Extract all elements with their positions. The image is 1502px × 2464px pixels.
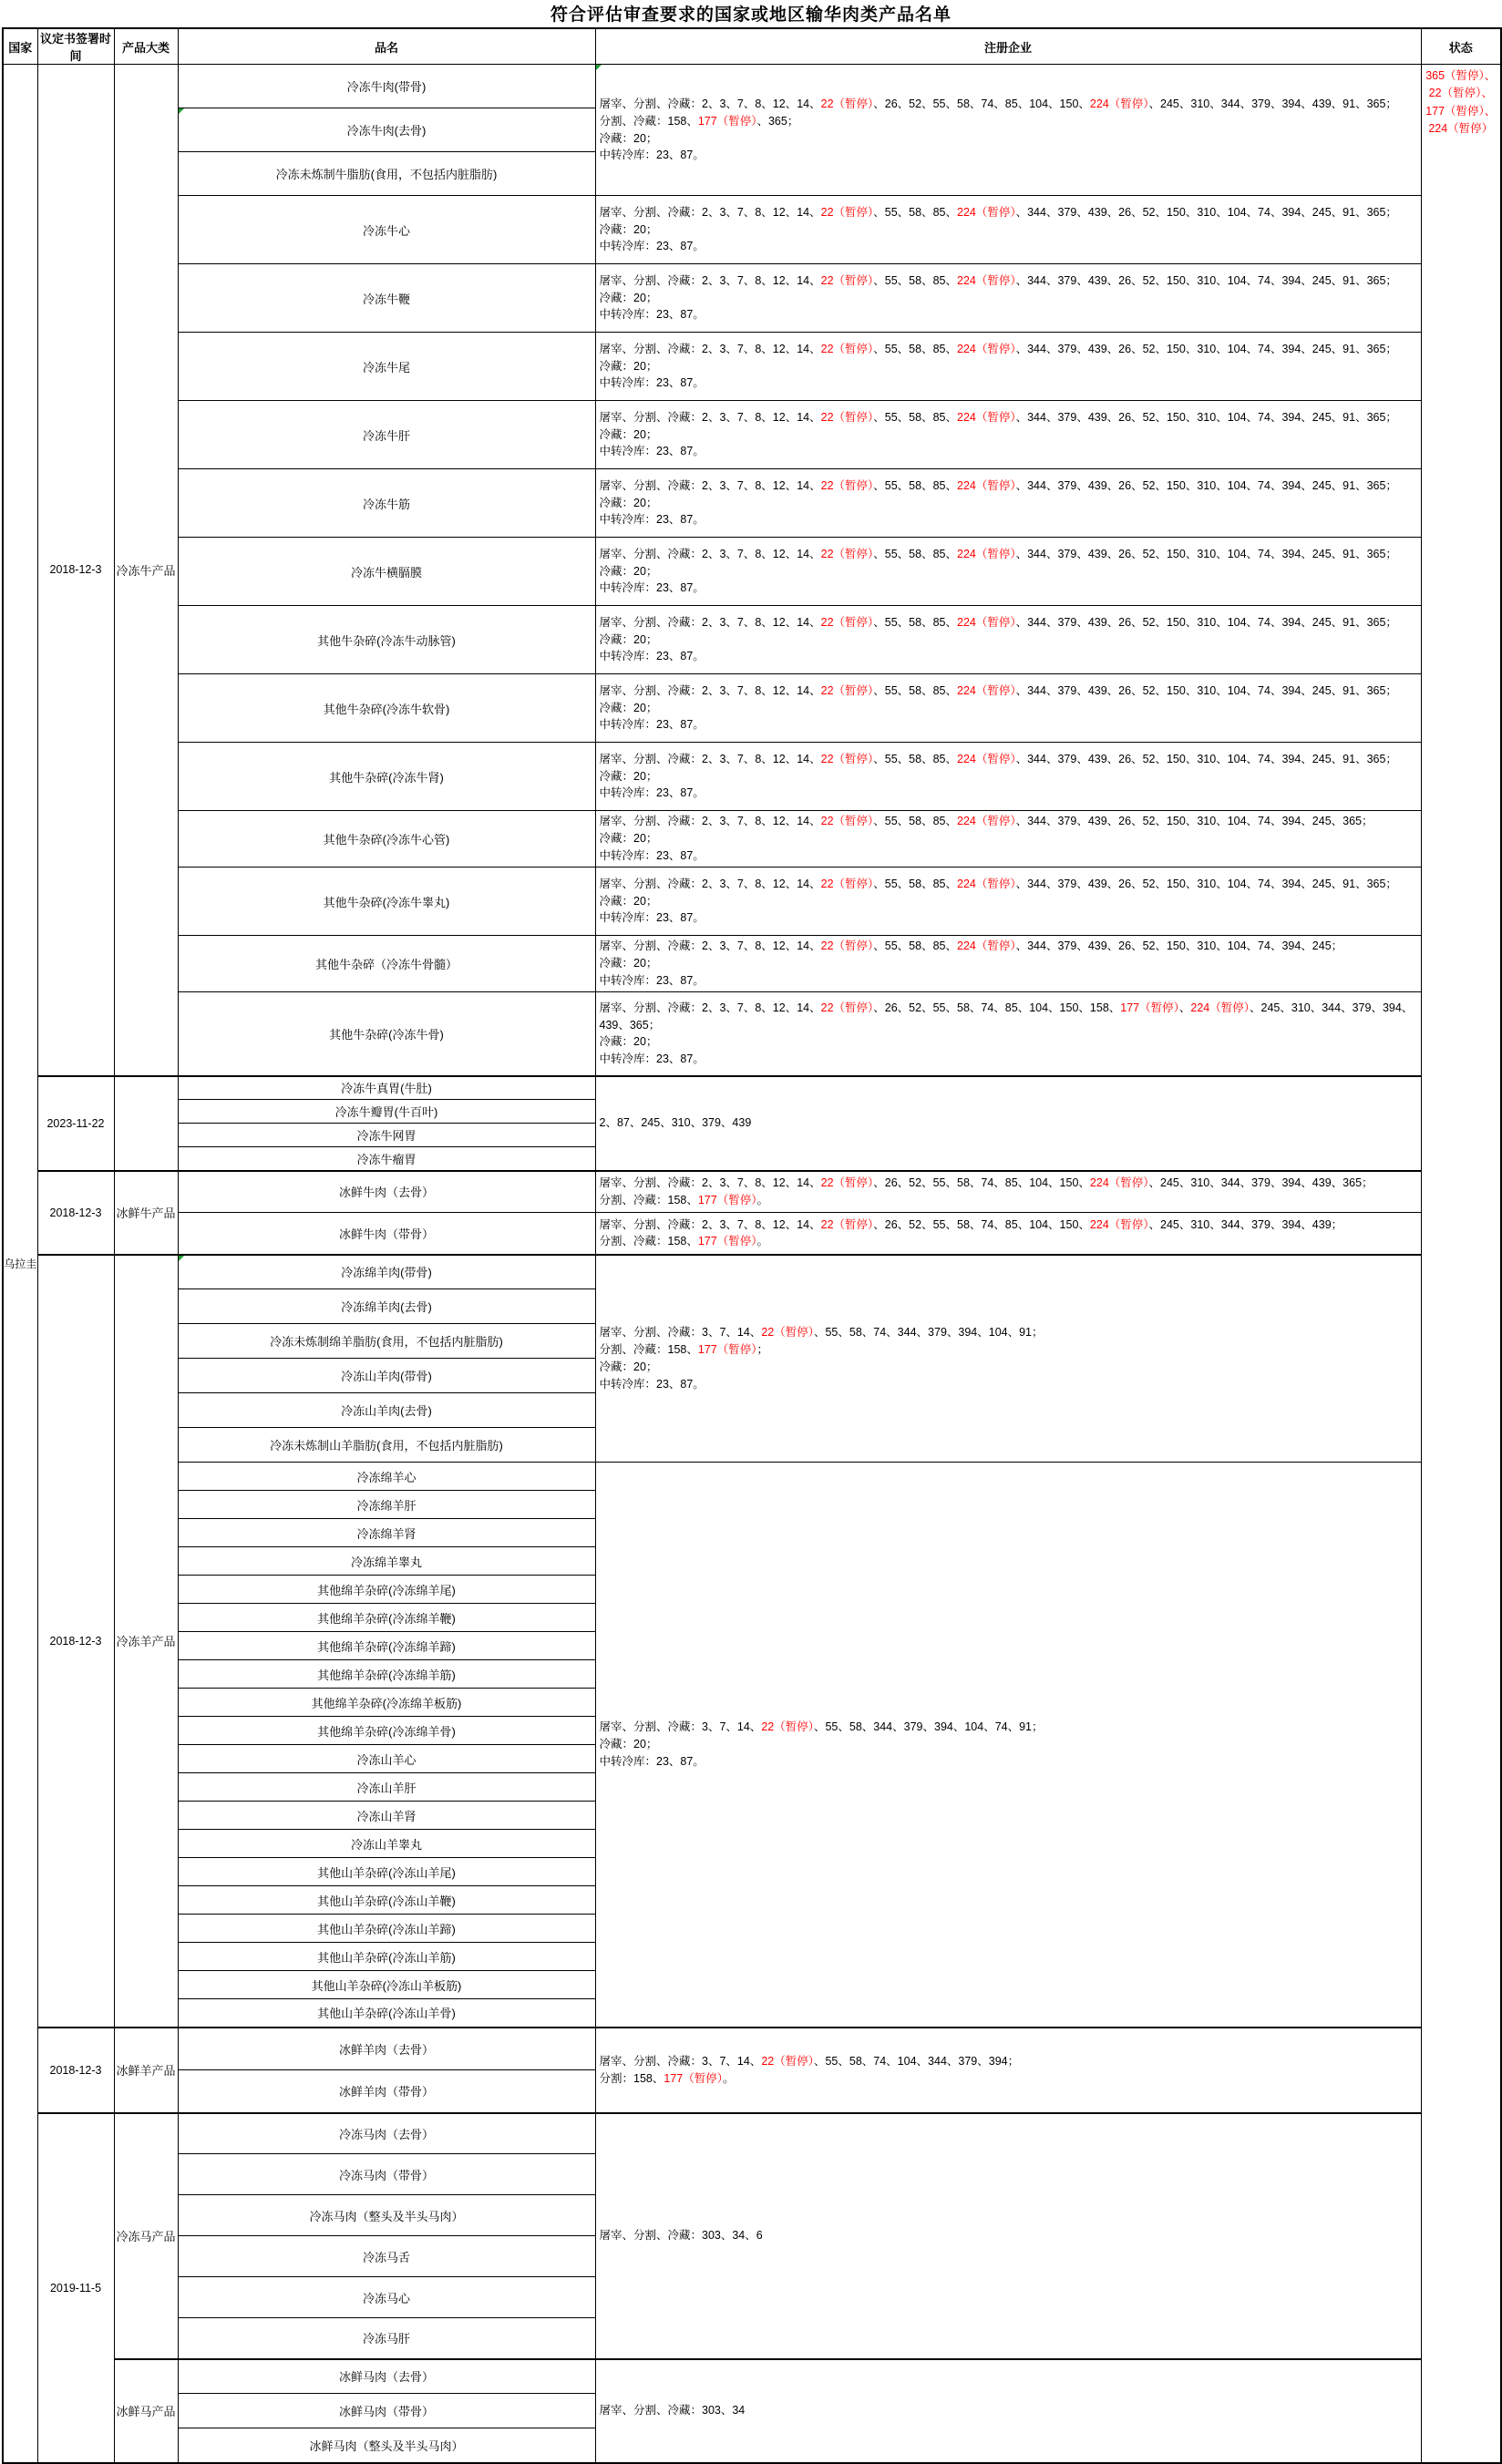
product-cell: 冷冻山羊肉(带骨)	[178, 1359, 595, 1393]
product-cell: 冷冻山羊心	[178, 1745, 595, 1773]
product-cell: 冷冻牛鞭	[178, 264, 595, 333]
product-cell: 冷冻牛肉(去骨)	[178, 108, 595, 152]
enterprise-cell: 2、87、245、310、379、439	[595, 1076, 1421, 1171]
table-row	[3, 743, 1501, 811]
products-table	[2, 27, 1502, 2464]
product-cell: 冷冻山羊肝	[178, 1773, 595, 1802]
enterprise-cell: 屠宰、分割、冷藏：2、3、7、8、12、14、22（暂停）、26、52、55、58、74、85、104、150、224（暂停）、245、310、344、379、394、439、91、365； 分割、冷藏：158、177（暂停）、365； 冷藏：20； 中转冷库：23、87。	[595, 65, 1421, 196]
table-row	[3, 992, 1501, 1076]
category-cell	[114, 1076, 178, 1171]
category-cell: 冰鲜羊产品	[114, 2028, 178, 2113]
enterprise-cell: 屠宰、分割、冷藏：2、3、7、8、12、14、22（暂停）、55、58、85、224（暂停）、344、379、439、26、52、150、310、104、74、394、245、365； 冷藏：20； 中转冷库：23、87。	[595, 811, 1421, 868]
enterprise-cell: 屠宰、分割、冷藏：3、7、14、22（暂停）、55、58、344、379、394、104、74、91； 冷藏：20； 中转冷库：23、87。	[595, 1463, 1421, 2028]
category-cell: 冰鲜牛产品	[114, 1171, 178, 1255]
product-cell: 冷冻牛尾	[178, 333, 595, 401]
product-cell: 其他山羊杂碎(冷冻山羊板筋)	[178, 1971, 595, 1999]
header-status: 状态	[1421, 28, 1501, 65]
product-cell: 冷冻牛瘤胃	[178, 1147, 595, 1171]
enterprise-cell: 屠宰、分割、冷藏：2、3、7、8、12、14、22（暂停）、26、52、55、58、74、85、104、150、224（暂停）、245、310、344、379、394、439； 分割、冷藏：158、177（暂停）。	[595, 1213, 1421, 1255]
product-cell: 冷冻马肉（带骨）	[178, 2154, 595, 2195]
enterprise-cell: 屠宰、分割、冷藏：2、3、7、8、12、14、22（暂停）、55、58、85、224（暂停）、344、379、439、26、52、150、310、104、74、394、245、91、365； 冷藏：20； 中转冷库：23、87。	[595, 674, 1421, 743]
date-cell: 2019-11-5	[37, 2113, 114, 2463]
product-cell: 冷冻马肉（整头及半头马肉）	[178, 2195, 595, 2236]
enterprise-cell: 屠宰、分割、冷藏：2、3、7、8、12、14、22（暂停）、55、58、85、224（暂停）、344、379、439、26、52、150、310、104、74、394、245、91、365； 冷藏：20； 中转冷库：23、87。	[595, 469, 1421, 538]
product-cell: 其他牛杂碎(冷冻牛睾丸)	[178, 868, 595, 936]
enterprise-cell: 屠宰、分割、冷藏：2、3、7、8、12、14、22（暂停）、55、58、85、224（暂停）、344、379、439、26、52、150、310、104、74、394、245、91、365； 冷藏：20； 中转冷库：23、87。	[595, 333, 1421, 401]
product-cell: 冷冻牛肝	[178, 401, 595, 469]
product-cell: 冷冻马舌	[178, 2236, 595, 2277]
product-cell: 其他山羊杂碎(冷冻山羊蹄)	[178, 1915, 595, 1943]
product-cell: 其他绵羊杂碎(冷冻绵羊鞭)	[178, 1604, 595, 1632]
status-cell: 365（暂停）、 22（暂停）、 177（暂停）、 224（暂停）	[1421, 65, 1501, 2463]
product-cell: 其他牛杂碎(冷冻牛骨)	[178, 992, 595, 1076]
product-cell: 冷冻马心	[178, 2277, 595, 2318]
header-country: 国家	[3, 28, 37, 65]
date-cell: 2018-12-3	[37, 65, 114, 1076]
product-cell: 其他绵羊杂碎(冷冻绵羊尾)	[178, 1576, 595, 1604]
table-body	[3, 65, 1501, 2463]
table-row	[3, 936, 1501, 992]
product-cell: 冰鲜马肉（去骨）	[178, 2359, 595, 2394]
product-cell: 冷冻山羊睾丸	[178, 1830, 595, 1858]
table-row	[3, 65, 1501, 108]
enterprise-cell: 屠宰、分割、冷藏：2、3、7、8、12、14、22（暂停）、55、58、85、224（暂停）、344、379、439、26、52、150、310、104、74、394、245、91、365； 冷藏：20； 中转冷库：23、87。	[595, 743, 1421, 811]
product-cell: 冷冻马肝	[178, 2318, 595, 2359]
product-cell: 冷冻绵羊肝	[178, 1491, 595, 1519]
table-row	[3, 264, 1501, 333]
product-cell: 冷冻绵羊心	[178, 1463, 595, 1491]
product-cell: 冷冻牛筋	[178, 469, 595, 538]
product-cell: 冰鲜牛肉（带骨）	[178, 1213, 595, 1255]
page-title: 符合评估审查要求的国家或地区输华肉类产品名单	[550, 5, 952, 25]
product-cell: 冷冻未炼制绵羊脂肪(食用，不包括内脏脂肪)	[178, 1324, 595, 1359]
enterprise-cell: 屠宰、分割、冷藏：303、34	[595, 2359, 1421, 2463]
product-cell: 其他山羊杂碎(冷冻山羊尾)	[178, 1858, 595, 1886]
enterprise-cell: 屠宰、分割、冷藏：303、34、6	[595, 2113, 1421, 2359]
product-cell: 其他牛杂碎(冷冻牛软骨)	[178, 674, 595, 743]
product-cell: 其他牛杂碎（冷冻牛骨髓）	[178, 936, 595, 992]
product-cell: 冷冻山羊肉(去骨)	[178, 1393, 595, 1428]
table-header	[3, 28, 1501, 65]
date-cell: 2018-12-3	[37, 2028, 114, 2113]
product-cell: 冷冻马肉（去骨）	[178, 2113, 595, 2154]
product-cell: 冷冻绵羊睾丸	[178, 1547, 595, 1576]
product-cell: 其他绵羊杂碎(冷冻绵羊板筋)	[178, 1689, 595, 1717]
product-cell: 其他绵羊杂碎(冷冻绵羊蹄)	[178, 1632, 595, 1660]
product-cell: 其他绵羊杂碎(冷冻绵羊筋)	[178, 1660, 595, 1689]
header-product: 品名	[178, 28, 595, 65]
table-row	[3, 2113, 1501, 2154]
table-row	[3, 2359, 1501, 2394]
product-cell: 冷冻绵羊肉(去骨)	[178, 1289, 595, 1324]
product-cell: 冷冻山羊肾	[178, 1802, 595, 1830]
product-cell: 冰鲜羊肉（带骨）	[178, 2070, 595, 2113]
enterprise-cell: 屠宰、分割、冷藏：2、3、7、8、12、14、22（暂停）、26、52、55、58、74、85、104、150、158、177（暂停）、224（暂停）、245、310、344、379、394、439、365； 冷藏：20； 中转冷库：23、87。	[595, 992, 1421, 1076]
product-cell: 冷冻绵羊肾	[178, 1519, 595, 1547]
product-cell: 其他山羊杂碎(冷冻山羊筋)	[178, 1943, 595, 1971]
product-cell: 冷冻牛真胃(牛肚)	[178, 1076, 595, 1100]
product-cell: 冷冻未炼制山羊脂肪(食用，不包括内脏脂肪)	[178, 1428, 595, 1463]
header-enterprise: 注册企业	[595, 28, 1421, 65]
product-cell: 冰鲜马肉（带骨）	[178, 2394, 595, 2428]
date-cell: 2018-12-3	[37, 1171, 114, 1255]
product-cell: 冷冻牛肉(带骨)	[178, 65, 595, 108]
product-cell: 冷冻牛横膈膜	[178, 538, 595, 606]
table-row	[3, 196, 1501, 264]
table-row	[3, 1255, 1501, 1289]
product-cell: 其他山羊杂碎(冷冻山羊鞭)	[178, 1886, 595, 1915]
product-cell: 冷冻绵羊肉(带骨)	[178, 1255, 595, 1289]
product-cell: 其他牛杂碎(冷冻牛肾)	[178, 743, 595, 811]
product-cell: 冰鲜牛肉（去骨）	[178, 1171, 595, 1213]
category-cell: 冷冻马产品	[114, 2113, 178, 2359]
product-cell: 冰鲜羊肉（去骨）	[178, 2028, 595, 2070]
product-cell: 其他山羊杂碎(冷冻山羊骨)	[178, 1999, 595, 2028]
enterprise-cell: 屠宰、分割、冷藏：3、7、14、22（暂停）、55、58、74、104、344、379、394； 分割：158、177（暂停）。	[595, 2028, 1421, 2113]
table-row	[3, 674, 1501, 743]
category-cell: 冰鲜马产品	[114, 2359, 178, 2463]
enterprise-cell: 屠宰、分割、冷藏：2、3、7、8、12、14、22（暂停）、55、58、85、224（暂停）、344、379、439、26、52、150、310、104、74、394、245、91、365； 冷藏：20； 中转冷库：23、87。	[595, 606, 1421, 674]
product-cell: 冷冻牛瓣胃(牛百叶)	[178, 1100, 595, 1124]
enterprise-cell: 屠宰、分割、冷藏：2、3、7、8、12、14、22（暂停）、55、58、85、224（暂停）、344、379、439、26、52、150、310、104、74、394、245、91、365； 冷藏：20； 中转冷库：23、87。	[595, 538, 1421, 606]
product-cell: 其他牛杂碎(冷冻牛心管)	[178, 811, 595, 868]
table-row	[3, 811, 1501, 868]
product-cell: 冷冻牛网胃	[178, 1124, 595, 1147]
table-row	[3, 2028, 1501, 2070]
enterprise-cell: 屠宰、分割、冷藏：2、3、7、8、12、14、22（暂停）、55、58、85、224（暂停）、344、379、439、26、52、150、310、104、74、394、245、91、365； 冷藏：20； 中转冷库：23、87。	[595, 196, 1421, 264]
table-row	[3, 1076, 1501, 1100]
category-cell: 冷冻牛产品	[114, 65, 178, 1076]
product-cell: 其他牛杂碎(冷冻牛动脉管)	[178, 606, 595, 674]
table-row	[3, 333, 1501, 401]
product-cell: 冷冻牛心	[178, 196, 595, 264]
enterprise-cell: 屠宰、分割、冷藏：2、3、7、8、12、14、22（暂停）、55、58、85、224（暂停）、344、379、439、26、52、150、310、104、74、394、245； 冷藏：20； 中转冷库：23、87。	[595, 936, 1421, 992]
table-row	[3, 1463, 1501, 1491]
table-row	[3, 538, 1501, 606]
header-category: 产品大类	[114, 28, 178, 65]
country-cell: 乌拉圭	[3, 65, 37, 2463]
header-date: 议定书签署时间	[37, 28, 114, 65]
table-row	[3, 469, 1501, 538]
product-cell: 其他绵羊杂碎(冷冻绵羊骨)	[178, 1717, 595, 1745]
product-cell: 冷冻未炼制牛脂肪(食用，不包括内脏脂肪)	[178, 152, 595, 196]
table-row	[3, 868, 1501, 936]
category-cell: 冷冻羊产品	[114, 1255, 178, 2028]
table-row	[3, 606, 1501, 674]
header-row	[3, 28, 1501, 65]
table-row	[3, 1171, 1501, 1213]
enterprise-cell: 屠宰、分割、冷藏：2、3、7、8、12、14、22（暂停）、55、58、85、224（暂停）、344、379、439、26、52、150、310、104、74、394、245、91、365； 冷藏：20； 中转冷库：23、87。	[595, 401, 1421, 469]
table-row	[3, 1213, 1501, 1255]
enterprise-cell: 屠宰、分割、冷藏：2、3、7、8、12、14、22（暂停）、55、58、85、224（暂停）、344、379、439、26、52、150、310、104、74、394、245、91、365； 冷藏：20； 中转冷库：23、87。	[595, 264, 1421, 333]
enterprise-cell: 屠宰、分割、冷藏：2、3、7、8、12、14、22（暂停）、26、52、55、58、74、85、104、150、224（暂停）、245、310、344、379、394、439、365； 分割、冷藏：158、177（暂停）。	[595, 1171, 1421, 1213]
table-row	[3, 401, 1501, 469]
enterprise-cell: 屠宰、分割、冷藏：3、7、14、22（暂停）、55、58、74、344、379、394、104、91； 分割、冷藏：158、177（暂停）； 冷藏：20； 中转冷库：23、87。	[595, 1255, 1421, 1463]
enterprise-cell: 屠宰、分割、冷藏：2、3、7、8、12、14、22（暂停）、55、58、85、224（暂停）、344、379、439、26、52、150、310、104、74、394、245、91、365； 冷藏：20； 中转冷库：23、87。	[595, 868, 1421, 936]
product-cell: 冰鲜马肉（整头及半头马肉）	[178, 2428, 595, 2463]
date-cell: 2018-12-3	[37, 1255, 114, 2028]
date-cell: 2023-11-22	[37, 1076, 114, 1171]
